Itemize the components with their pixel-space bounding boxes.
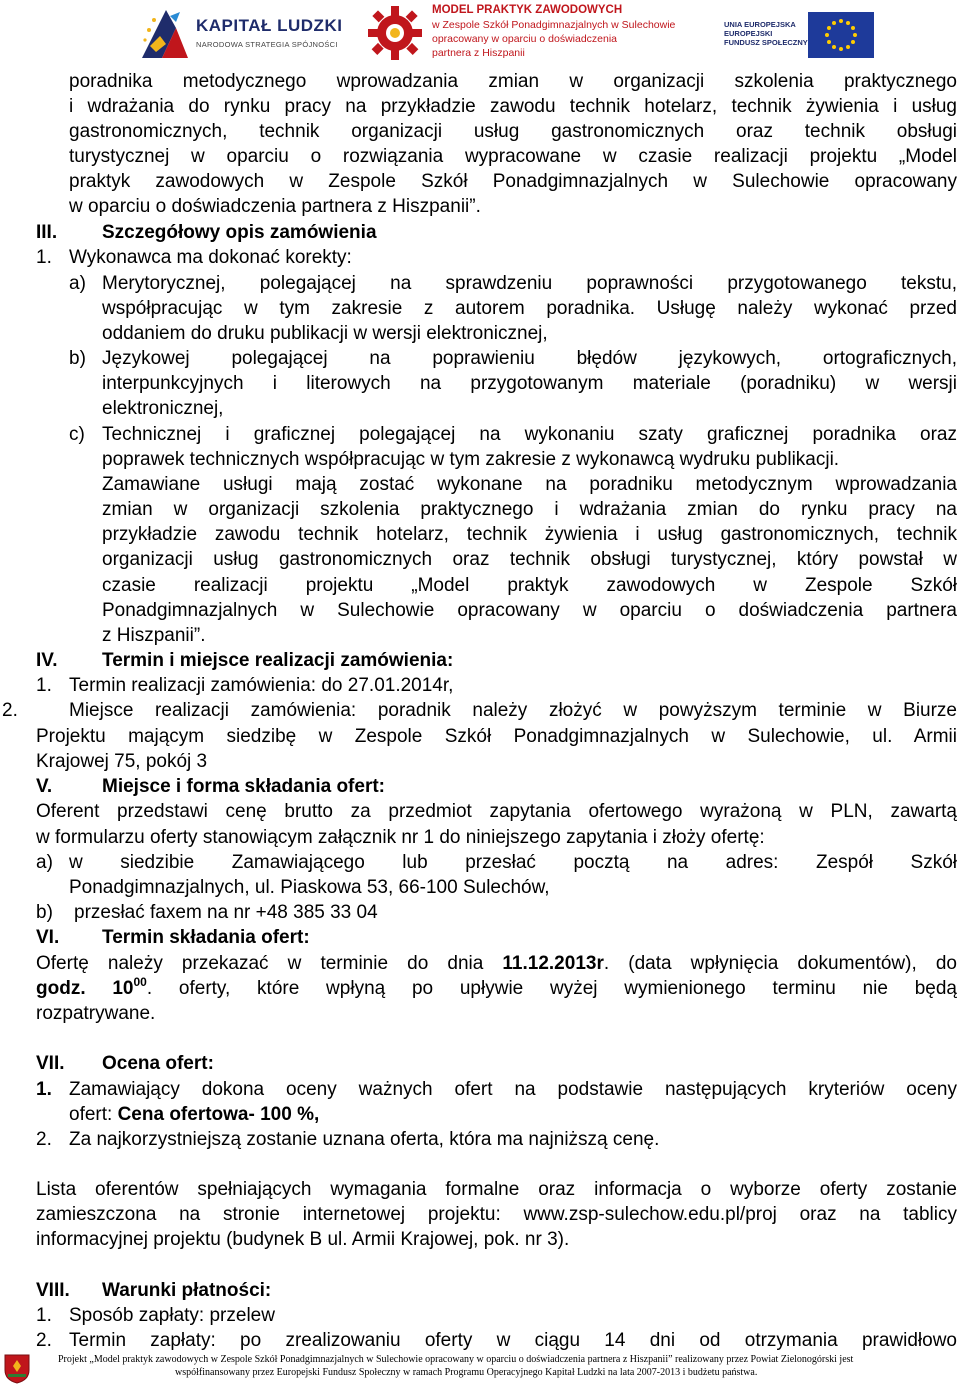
section-3-number: III. xyxy=(36,222,58,243)
s4-item-1-text: Termin realizacji zamówienia: do 27.01.2014r, xyxy=(69,675,454,696)
kapital-ludzki-subtitle: NARODOWA STRATEGIA SPÓJNOŚCI xyxy=(196,40,338,49)
model-praktyk-text xyxy=(432,3,676,60)
ue-line-2: EUROPEJSKI xyxy=(724,29,773,38)
page-footer xyxy=(0,1352,960,1388)
s7-item-1-pre: ofert: xyxy=(69,1104,118,1125)
s7-item-1-line-1: Zamawiający dokona oceny ważnych ofert na podstawie następujących kryteriów oceny xyxy=(69,1079,957,1100)
s6-line-3: rozpatrywane. xyxy=(36,1003,156,1024)
s6-deadline-minutes: 00 xyxy=(133,977,147,989)
s3-para-line-5: czasie realizacji projektu „Model praktyk zawodowych w Zespole Szkół xyxy=(102,575,957,596)
s3-a-line-2: współpracując w tym zakresie z autorem poradnika. Usługę należy wykonać przed xyxy=(102,298,957,319)
s4-item-2-line-3: Krajowej 75, pokój 3 xyxy=(36,751,208,772)
s6-line-2 xyxy=(36,977,957,1001)
intro-line-2: i wdrażania do rynku pracy na przykładzie zawodu technik hotelarz, technik żywienia i usług xyxy=(69,96,957,117)
s3-para-line-3: przykładzie zawodu technik hotelarz, technik żywienia i usług gastronomicznych, technik xyxy=(102,524,957,545)
s4-item-2-number: 2. xyxy=(2,700,18,721)
eu-flag-icon xyxy=(808,12,874,58)
s6-deadline-hour: godz. 10 xyxy=(36,978,134,999)
s3-c-line-1: Technicznej i graficznej polegającej na wykonaniu szaty graficznej poradnika oraz xyxy=(102,424,957,445)
footer-line-1: Projekt „Model praktyk zawodowych w Zespole Szkół Ponadgimnazjalnych w Sulechowie opracowany w oparciu o doświadczenia partnera z Hiszpanii” realizowany przez Powiat Zielonogórski jest xyxy=(58,1354,854,1365)
model-praktyk-line-4: partnera z Hiszpanii xyxy=(432,47,525,59)
s3-a-line-1: Merytorycznej, polegającej na sprawdzeniu poprawności przygotowanego tekstu, xyxy=(102,273,957,294)
s3-item-1-number: 1. xyxy=(36,247,52,268)
section-4-title: Termin i miejsce realizacji zamówienia: xyxy=(102,650,454,671)
s7-item-1-line-2 xyxy=(69,1103,319,1127)
s7-item-1-number: 1. xyxy=(36,1079,52,1100)
section-8-title: Warunki płatności: xyxy=(102,1280,272,1301)
s6-line-1-pre: Ofertę należy przekazać w terminie do dnia xyxy=(36,953,503,974)
footer-line-2: współfinansowany przez Europejski Fundusz Społeczny w ramach Programu Operacyjnego Kapitał Ludzki na lata 2007-2013 i budżetu państwa. xyxy=(175,1367,758,1378)
section-4-number: IV. xyxy=(36,650,58,671)
s6-deadline-date: 11.12.2013r xyxy=(502,953,604,974)
s3-b-label: b) xyxy=(69,348,86,369)
s3-c-line-2: poprawek technicznych współpracując w tym zakresie z wykonawcą wydruku publikacji. xyxy=(102,449,840,470)
kapital-ludzki-emblem-icon xyxy=(140,6,190,60)
intro-line-6: w oparciu o doświadczenia partnera z Hiszpanii”. xyxy=(69,196,481,217)
s3-para-line-1: Zamawiane usługi mają zostać wykonane na poradniku metodycznym wprowadzania xyxy=(102,474,957,495)
kapital-ludzki-title: KAPITAŁ LUDZKI xyxy=(196,16,343,35)
s6-line-2-post: . oferty, które wpłyną po upływie wyżej wymienionego terminu nie będą xyxy=(146,978,957,999)
s3-para-line-7: z Hiszpanii”. xyxy=(102,625,206,646)
s3-a-line-3: oddaniem do druku publikacji w wersji elektronicznej, xyxy=(102,323,548,344)
section-3-title: Szczegółowy opis zamówienia xyxy=(102,222,377,243)
s5-a-label: a) xyxy=(36,852,53,873)
s8-item-1-text: Sposób zapłaty: przelew xyxy=(69,1305,275,1326)
intro-line-3: gastronomicznych, technik organizacji usług gastronomicznych oraz technik obsługi xyxy=(69,121,957,142)
s8-item-2-text: Termin zapłaty: po zrealizowaniu oferty w ciągu 14 dni od otrzymania prawidłowo xyxy=(69,1330,957,1351)
section-5-title: Miejsce i forma składania ofert: xyxy=(102,776,385,797)
s3-b-line-1: Językowej polegającej na poprawieniu błędów językowych, ortograficznych, xyxy=(102,348,957,369)
list-para-line-3: informacyjnej projektu (budynek B ul. Armii Krajowej, pok. nr 3). xyxy=(36,1229,570,1250)
s7-item-2-text: Za najkorzystniejszą zostanie uznana oferta, która ma najniższą cenę. xyxy=(69,1129,660,1150)
s3-c-label: c) xyxy=(69,424,85,445)
s3-b-line-2: interpunkcyjnych i literowych na przygotowanym materiale (poradniku) w wersji xyxy=(102,373,957,394)
s4-item-2-line-1: Miejsce realizacji zamówienia: poradnik należy złożyć w powyższym terminie w Biurze xyxy=(69,700,957,721)
s6-line-1-post: . (data wpłynięcia dokumentów), do xyxy=(603,953,957,974)
s8-item-1-number: 1. xyxy=(36,1305,52,1326)
kapital-ludzki-logo xyxy=(140,2,343,64)
intro-line-1: poradnika metodycznego wprowadzania zmian w organizacji szkolenia praktycznego xyxy=(69,71,957,92)
model-praktyk-line-3: opracowany w oparciu o doświadczenia xyxy=(432,33,618,45)
s3-b-line-3: elektronicznej, xyxy=(102,398,224,419)
s4-item-1-number: 1. xyxy=(36,675,52,696)
unia-europejska-logo xyxy=(716,8,876,60)
section-7-number: VII. xyxy=(36,1053,65,1074)
intro-line-5: praktyk zawodowych w Zespole Szkół Ponadgimnazjalnych w Sulechowie opracowany xyxy=(69,171,957,192)
model-praktyk-line-2: w Zespole Szkół Ponadgimnazjalnych w Sulechowie xyxy=(432,19,676,31)
ue-line-3: FUNDUSZ SPOŁECZNY xyxy=(724,38,808,47)
page-header xyxy=(0,0,960,66)
s3-para-line-4: organizacji usług gastronomicznych oraz technik obsługi turystycznej, który powstał w xyxy=(102,549,957,570)
s5-b-text: przesłać faxem na nr +48 385 33 04 xyxy=(74,902,378,923)
s8-item-2-number: 2. xyxy=(36,1330,52,1351)
model-praktyk-logo xyxy=(366,0,676,66)
section-6-title: Termin składania ofert: xyxy=(102,927,310,948)
gear-icon xyxy=(366,4,424,62)
intro-line-4: turystycznej w oparciu o rozwiązania wypracowane w czasie realizacji projektu „Model xyxy=(69,146,957,167)
s5-a-line-2: Ponadgimnazjalnych, ul. Piaskowa 53, 66-100 Sulechów, xyxy=(69,877,550,898)
powiat-coat-of-arms-icon xyxy=(4,1354,30,1384)
s3-para-line-2: zmian w organizacji szkolenia praktycznego i wdrażania zmian do rynku pracy na xyxy=(102,499,957,520)
section-7-title: Ocena ofert: xyxy=(102,1053,214,1074)
unia-europejska-text xyxy=(724,20,808,47)
s7-item-2-number: 2. xyxy=(36,1129,52,1150)
list-para-line-2: zamieszczona na stronie internetowej projektu: www.zsp-sulechow.edu.pl/proj oraz na tablicy xyxy=(36,1204,957,1225)
s5-a-line-1: w siedzibie Zamawiającego lub przesłać pocztą na adres: Zespół Szkół xyxy=(69,852,957,873)
s3-item-1-text: Wykonawca ma dokonać korekty: xyxy=(69,247,352,268)
model-praktyk-line-1: MODEL PRAKTYK ZAWODOWYCH xyxy=(432,4,623,16)
s4-item-2-line-2: Projektu mającym siedzibę w Zespole Szkół Ponadgimnazjalnych w Sulechowie, ul. Armii xyxy=(36,726,957,747)
s3-a-label: a) xyxy=(69,273,86,294)
section-5-number: V. xyxy=(36,776,53,797)
list-para-line-1: Lista oferentów spełniających wymagania formalne oraz informacja o wyborze oferty zostanie xyxy=(36,1179,957,1200)
s3-para-line-6: Ponadgimnazjalnych w Sulechowie opracowany w oparciu o doświadczenia partnera xyxy=(102,600,957,621)
s5-para-line-2: w formularzu oferty stanowiącym załącznik nr 1 do niniejszego zapytania i złoży ofertę: xyxy=(36,827,765,848)
s5-b-label: b) xyxy=(36,902,53,923)
s5-para-line-1: Oferent przedstawi cenę brutto za przedmiot zapytania ofertowego wyrażoną w PLN, zawartą xyxy=(36,801,957,822)
section-6-number: VI. xyxy=(36,927,60,948)
section-8-number: VIII. xyxy=(36,1280,70,1301)
ue-line-1: UNIA EUROPEJSKA xyxy=(724,20,796,29)
s7-criterion: Cena ofertowa- 100 %, xyxy=(117,1104,320,1125)
s6-line-1 xyxy=(36,952,957,976)
